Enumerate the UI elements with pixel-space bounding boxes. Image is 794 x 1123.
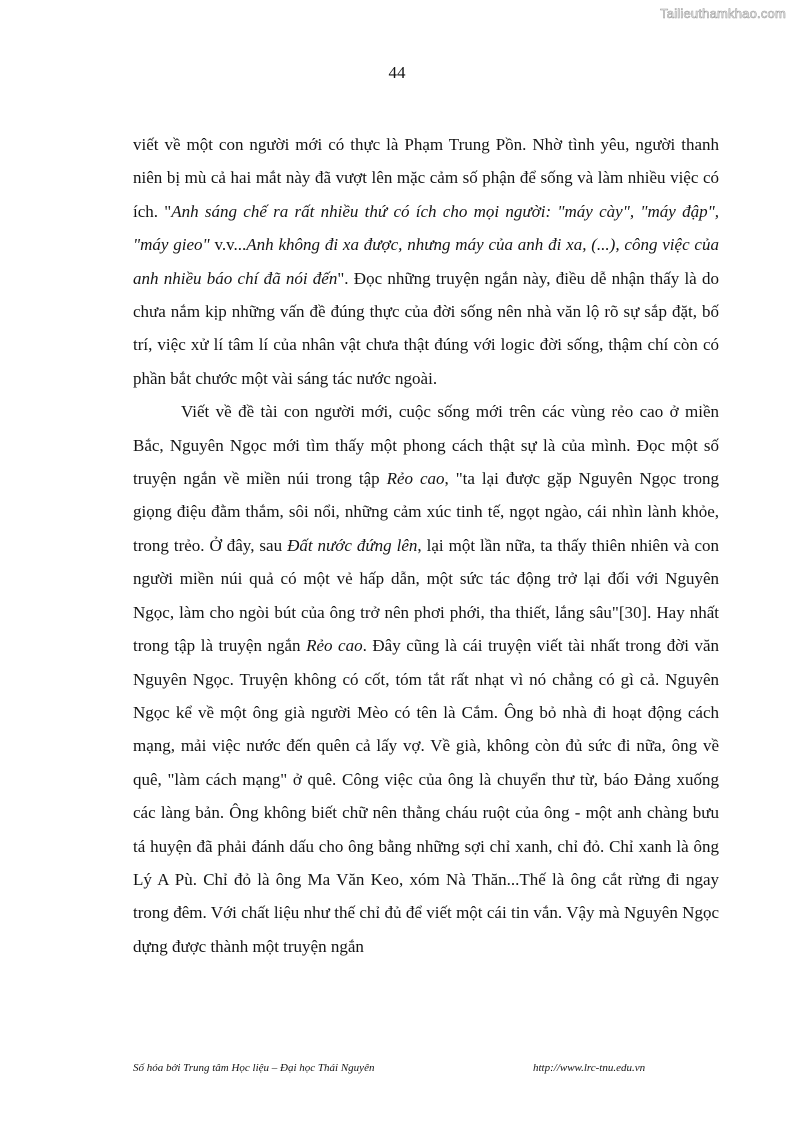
italic-title: Đất nước đứng lên bbox=[287, 535, 418, 555]
body-text bbox=[133, 128, 719, 963]
text-run: v.v... bbox=[209, 235, 247, 255]
watermark-text: Tailieuthamkhao.com bbox=[660, 6, 786, 21]
text-run: . Đây cũng là cái truyện viết tài nhất trong đời văn Nguyên Ngọc. Truyện không có cốt, tóm tắt rất nhạt vì nó chẳng có gì cả. Nguyên Ngọc kể về một ông già người Mèo có tên là Cắm. Ông bỏ nhà đi hoạt động cách mạng, mải việc nước đến quên cả lấy vợ. Về già, không còn đủ sức đi nữa, ông về quê, "làm cách mạng" ở quê. Công việc của ông là chuyển thư từ, báo Đảng xuống các làng bản. Ông không biết chữ nên thằng cháu ruột của ông - một anh chàng bưu tá huyện đã phải đánh dấu cho ông bằng những sợi chỉ xanh, chỉ đỏ. Chỉ xanh là ông Lý A Pù. Chỉ đỏ là ông Ma Văn Keo, xóm Nà Thăn...Thế là ông cắt rừng đi ngay trong đêm. Với chất liệu như thế chỉ đủ để viết một cái tin vắn. Vậy mà Nguyên Ngọc dựng được thành một truyện ngắn bbox=[133, 636, 719, 956]
text-run: ". Đọc những truyện ngắn này, điều dễ nhận thấy là do chưa nắm kịp những vấn đề đúng thực của đời sống nên nhà văn lộ rõ sự sắp đặt, bố trí, việc xử lí tâm lí của nhân vật chưa thật đúng với logic đời sống, thậm chí còn có phần bắt chước một vài sáng tác nước ngoài. bbox=[133, 268, 719, 388]
paragraph-2 bbox=[133, 395, 719, 963]
italic-title: Rẻo cao bbox=[386, 469, 445, 489]
italic-quote: Anh sáng chế ra rất nhiều thứ có ích cho mọi người: "máy cày", "máy đập", "máy gieo" bbox=[133, 201, 719, 255]
text-run: , "ta lại được gặp Nguyên Ngọc trong giọng điệu đằm thắm, sôi nổi, những cảm xúc tinh tế, ngọt ngào, cái nhìn lành khỏe, trong trẻo. Ở đây, sau bbox=[133, 469, 719, 555]
text-run: viết về một con người mới có thực là Phạm Trung Pồn. Nhờ tình yêu, người thanh niên bị mù cả hai mắt này đã vượt lên mặc cảm số phận để sống và làm nhiều việc có ích. " bbox=[133, 135, 719, 221]
italic-quote: Anh không đi xa được, nhưng máy của anh đi xa, (...), công việc của anh nhiều báo chí đã nói đến bbox=[133, 235, 719, 288]
page-number: 44 bbox=[388, 63, 406, 82]
text-run: Viết về đề tài con người mới, cuộc sống mới trên các vùng rẻo cao ở miền Bắc, Nguyên Ngọc mới tìm thấy một phong cách thật sự là của mình. Đọc một số truyện ngắn về miền núi trong tập bbox=[133, 402, 719, 489]
footer-source: Số hóa bởi Trung tâm Học liệu – Đại học Thái Nguyên bbox=[133, 1062, 375, 1074]
footer-url: http://www.lrc-tnu.edu.vn bbox=[533, 1062, 646, 1074]
paragraph-1 bbox=[133, 128, 719, 395]
italic-title: Rẻo cao bbox=[306, 636, 363, 656]
text-run: , lại một lần nữa, ta thấy thiên nhiên và con người miền núi quả có một vẻ hấp dẫn, một sức tác động trở lại đối với Nguyên Ngọc, làm cho ngòi bút của ông trở nên phơi phới, tha thiết, lắng sâu"[30]. Hay nhất trong tập là truyện ngắn bbox=[133, 535, 719, 656]
